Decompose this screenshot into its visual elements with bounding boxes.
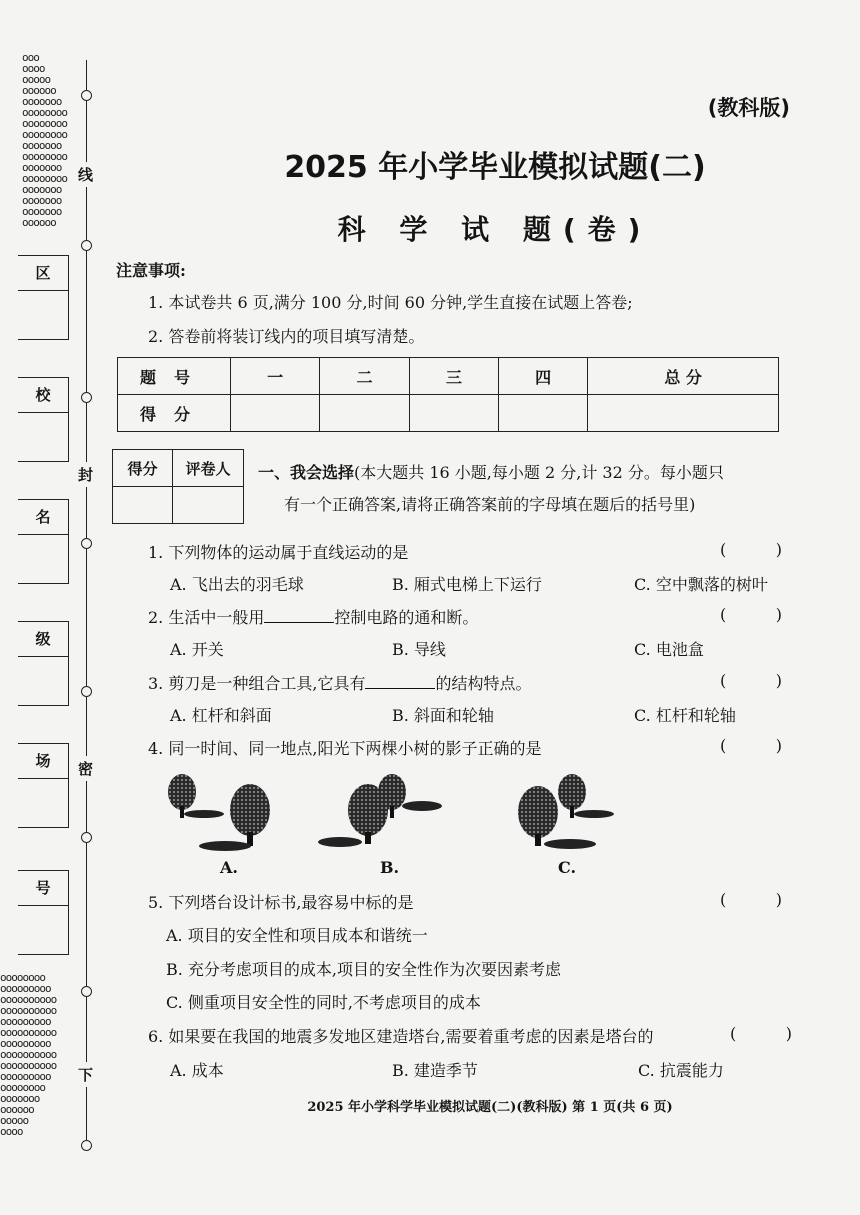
- tree-option-b[interactable]: [318, 774, 442, 847]
- grader-table: [112, 449, 244, 524]
- option: A. 成本: [170, 1061, 224, 1080]
- info-blank[interactable]: [18, 291, 68, 339]
- paren-close: ): [775, 736, 782, 755]
- answer-bracket[interactable]: [720, 671, 782, 690]
- info-blank[interactable]: [18, 413, 68, 461]
- info-blank[interactable]: [18, 779, 68, 827]
- info-label: 名: [18, 500, 68, 535]
- answer-bracket[interactable]: [720, 736, 782, 755]
- binding-holes-top: ooo oooo ooooo oooooo ooooooo oooooooo oooooooo oooooooo ooooooo oooooooo ooooooo oooooooo ooooooo ooooooo ooooooo oooooo: [22, 51, 67, 229]
- option: A. 开关: [170, 640, 224, 659]
- paren-open: (: [720, 736, 727, 755]
- notice-title: 注意事项:: [116, 261, 186, 280]
- option: C. 杠杆和轮轴: [634, 706, 736, 725]
- score-header-cell: 四: [498, 358, 587, 395]
- binding-char: 密: [78, 756, 93, 781]
- grader-score-cell[interactable]: [113, 487, 173, 524]
- question-stem: [148, 605, 478, 628]
- notice-item: 2. 答卷前将装订线内的项目填写清楚。: [148, 327, 425, 346]
- info-box-district[interactable]: [18, 255, 69, 340]
- tree-label: C.: [558, 858, 577, 877]
- option: A. 飞出去的羽毛球: [170, 575, 304, 594]
- option: C. 侧重项目安全性的同时,不考虑项目的成本: [166, 993, 481, 1012]
- option: B. 斜面和轮轴: [392, 706, 494, 725]
- answer-bracket[interactable]: [720, 890, 782, 909]
- info-box-class[interactable]: [18, 621, 69, 706]
- info-blank[interactable]: [18, 657, 68, 705]
- info-blank[interactable]: [18, 535, 68, 583]
- score-header-cell: 一: [231, 358, 320, 395]
- binding-dot: [81, 538, 92, 549]
- binding-dot: [81, 1140, 92, 1151]
- stem-part: 控制电路的通和断。: [334, 608, 479, 627]
- stem-part: 2. 生活中一般用: [148, 608, 265, 627]
- option: A. 项目的安全性和项目成本和谐统一: [166, 926, 428, 945]
- info-box-name[interactable]: [18, 499, 69, 584]
- stem-part: 的结构特点。: [435, 674, 532, 693]
- grader-score-label: 得分: [113, 450, 173, 487]
- paren-close: ): [785, 1024, 792, 1043]
- tree-option-a[interactable]: [168, 774, 270, 851]
- option: B. 建造季节: [392, 1061, 478, 1080]
- exam-title: 2025 年小学毕业模拟试题(二): [284, 150, 706, 185]
- binding-holes-bottom: oooooooo ooooooooo oooooooooo oooooooooo ooooooooo oooooooooo ooooooooo oooooooooo oooooooooo ooooooooo oooooooo ooooooo oooooo ooooo oooo: [0, 971, 57, 1138]
- option: C. 电池盒: [634, 640, 704, 659]
- score-cell[interactable]: [588, 395, 779, 432]
- score-header-cell: 题号: [118, 358, 231, 395]
- tree-label: B.: [380, 858, 400, 877]
- fill-blank[interactable]: [365, 674, 435, 689]
- score-cell[interactable]: [231, 395, 320, 432]
- paren-open: (: [720, 890, 727, 909]
- section-desc: (本大题共 16 小题,每小题 2 分,计 32 分。每小题只: [354, 463, 724, 482]
- score-header-cell: 二: [320, 358, 409, 395]
- paren-open: (: [720, 671, 727, 690]
- section-title: 一、我会选择: [258, 463, 355, 482]
- binding-char: 下: [78, 1062, 93, 1087]
- paren-close: ): [775, 671, 782, 690]
- option: B. 导线: [392, 640, 446, 659]
- answer-bracket[interactable]: [720, 605, 782, 624]
- binding-dot: [81, 392, 92, 403]
- question-stem: 4. 同一时间、同一地点,阳光下两棵小树的影子正确的是: [148, 739, 542, 758]
- info-label: 号: [18, 871, 68, 906]
- info-box-number[interactable]: [18, 870, 69, 955]
- fill-blank[interactable]: [264, 608, 334, 623]
- binding-dot: [81, 832, 92, 843]
- score-header-cell: 总 分: [588, 358, 779, 395]
- question-stem: 1. 下列物体的运动属于直线运动的是: [148, 543, 409, 562]
- score-cell[interactable]: [409, 395, 498, 432]
- grader-reviewer-label: 评卷人: [173, 450, 244, 487]
- exam-subtitle: 科 学 试 题(卷): [337, 213, 653, 246]
- question-stem: 5. 下列塔台设计标书,最容易中标的是: [148, 893, 414, 912]
- binding-char: 封: [78, 462, 93, 487]
- score-header-cell: 三: [409, 358, 498, 395]
- binding-dot: [81, 90, 92, 101]
- score-cell[interactable]: [498, 395, 587, 432]
- paren-open: (: [720, 605, 727, 624]
- section-desc: 有一个正确答案,请将正确答案前的字母填在题后的括号里): [284, 495, 696, 514]
- info-label: 区: [18, 256, 68, 291]
- option: A. 杠杆和斜面: [170, 706, 272, 725]
- tree-label: A.: [220, 858, 238, 877]
- option: C. 抗震能力: [638, 1061, 724, 1080]
- stem-part: 3. 剪刀是一种组合工具,它具有: [148, 674, 366, 693]
- paren-open: (: [730, 1024, 737, 1043]
- grader-reviewer-cell[interactable]: [173, 487, 244, 524]
- score-cell[interactable]: [320, 395, 409, 432]
- paren-open: (: [720, 540, 727, 559]
- info-box-school[interactable]: [18, 377, 69, 462]
- section-heading: [258, 457, 783, 521]
- question-stem: [148, 671, 531, 694]
- tree-option-c[interactable]: [518, 774, 614, 849]
- binding-dot: [81, 986, 92, 997]
- info-label: 场: [18, 744, 68, 779]
- binding-dot: [81, 686, 92, 697]
- edition-label: (教科版): [707, 96, 790, 120]
- binding-char: 线: [78, 162, 93, 187]
- info-label: 级: [18, 622, 68, 657]
- page-footer: 2025 年小学科学毕业模拟试题(二)(教科版) 第 1 页(共 6 页): [307, 1100, 673, 1115]
- option: B. 厢式电梯上下运行: [392, 575, 542, 594]
- option: B. 充分考虑项目的成本,项目的安全性作为次要因素考虑: [166, 960, 562, 979]
- notice-item: 1. 本试卷共 6 页,满分 100 分,时间 60 分钟,学生直接在试题上答卷;: [148, 293, 633, 312]
- question-stem: 6. 如果要在我国的地震多发地区建造塔台,需要着重考虑的因素是塔台的: [148, 1027, 654, 1046]
- info-blank[interactable]: [18, 906, 68, 954]
- score-table: [117, 357, 779, 432]
- info-label: 校: [18, 378, 68, 413]
- paren-close: ): [775, 540, 782, 559]
- paren-close: ): [775, 890, 782, 909]
- option: C. 空中飘落的树叶: [634, 575, 768, 594]
- answer-bracket[interactable]: [720, 540, 782, 559]
- paren-close: ): [775, 605, 782, 624]
- answer-bracket[interactable]: [730, 1024, 792, 1043]
- info-box-room[interactable]: [18, 743, 69, 828]
- trees-illustration: [160, 770, 620, 860]
- score-row-label: 得分: [118, 395, 231, 432]
